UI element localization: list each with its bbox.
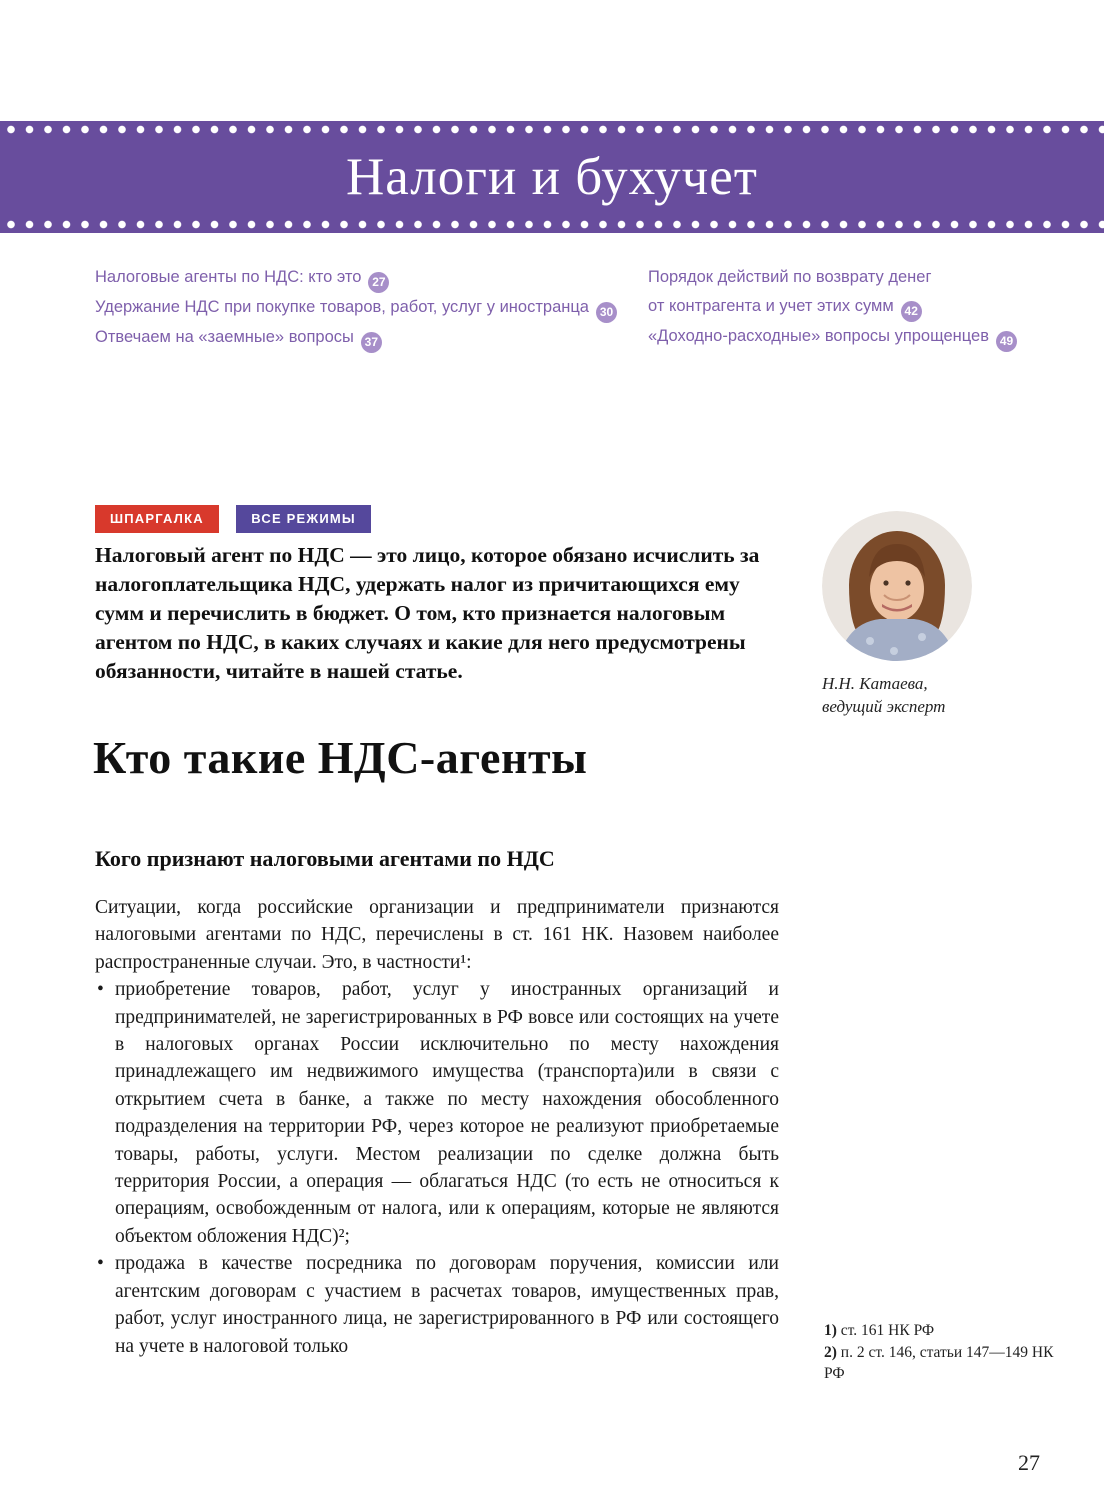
footnotes	[824, 1320, 1062, 1385]
toc-column-left	[95, 263, 640, 353]
toc-item-label: Отвечаем на «заемные» вопросы	[95, 328, 354, 346]
author-portrait-illustration	[822, 511, 972, 661]
toc-item-label: Удержание НДС при покупке товаров, работ, услуг у иностранца	[95, 298, 589, 316]
bullet-item: • приобретение товаров, работ, услуг у иностранных организаций и предпринимателей, не зарегистрированных в РФ вовсе или состоящих на учете в налоговых органах России исключительно по месту нахождения принадлежащего им недвижимого имущества (транспорта)или в связи с открытием счета в банке, а также по месту нахождения обособленного подразделения на территории РФ, через которое не реализуют приобретаемые товары, работы, услуги. Местом реализации по сделке должна быть территория России, а операция — облагаться НДС (то есть не относиться к операциям, освобожденным от налога, или к операциям, которые не являются объектом обложения НДС)²;	[95, 976, 779, 1250]
article-body	[95, 894, 779, 1360]
section-title: Налоги и бухучет	[346, 148, 758, 206]
toc-item[interactable]	[648, 263, 950, 322]
section-banner	[0, 121, 1104, 233]
footnote	[824, 1342, 1062, 1384]
tag-vse-rezhimy: ВСЕ РЕЖИМЫ	[236, 505, 371, 533]
footnote-text: ст. 161 НК РФ	[836, 1322, 935, 1339]
bullet-item: • продажа в качестве посредника по договорам поручения, комиссии или агентским договорам с участием в расчетах товаров, имущественных прав, работ, услуг иностранного лица, не зарегистрированного в РФ или состоящего на учете в налоговой только	[95, 1250, 779, 1360]
footnote-text: п. 2 ст. 146, статьи 147—149 НК РФ	[824, 1344, 1054, 1382]
body-intro-paragraph: Ситуации, когда российские организации и предприниматели признаются налоговыми агентами по НДС, перечислены в ст. 161 НК. Назовем наиболее распространенные случаи. Это, в частности¹:	[95, 897, 779, 973]
toc-item[interactable]	[648, 322, 1023, 352]
toc-item-label: Налоговые агенты по НДС: кто это	[95, 268, 362, 286]
article-subheading: Кого признают налоговыми агентами по НДС	[95, 846, 555, 871]
article-tags	[95, 505, 384, 533]
author-role: ведущий эксперт	[822, 697, 946, 716]
footnote	[824, 1320, 1062, 1341]
toc-item-label: Порядок действий по возврату денег от контрагента и учет этих сумм	[648, 268, 932, 315]
author-block	[822, 511, 1022, 718]
page-badge: 42	[901, 301, 922, 322]
article-heading: Кто такие НДС-агенты	[93, 732, 588, 783]
author-name: Н.Н. Катаева,	[822, 674, 928, 693]
page-number: 27	[1018, 1450, 1040, 1475]
footnote-number: 2)	[824, 1344, 837, 1361]
article-lead: Налоговый агент по НДС — это лицо, которое обязано исчислить за налогоплательщика НДС, удержать налог из причитающихся ему сумм и перечислить в бюджет. О том, кто признается налоговым агентом по НДС, в каких случаях и какие для него предусмотрены обязанности, читайте в нашей статье.	[95, 543, 760, 683]
footnote-number: 1)	[824, 1322, 837, 1339]
toc-item[interactable]	[95, 263, 640, 293]
toc-column-right	[648, 263, 1023, 352]
toc-item[interactable]	[95, 293, 640, 323]
page-badge: 27	[368, 272, 389, 293]
author-caption	[822, 672, 1022, 718]
page-badge: 49	[996, 331, 1017, 352]
tag-shpargalka: ШПАРГАЛКА	[95, 505, 219, 533]
page-badge: 30	[596, 302, 617, 323]
toc-item[interactable]	[95, 323, 640, 353]
page-badge: 37	[361, 332, 382, 353]
author-photo	[822, 511, 972, 661]
toc-item-label: «Доходно-расходные» вопросы упрощенцев	[648, 327, 989, 345]
